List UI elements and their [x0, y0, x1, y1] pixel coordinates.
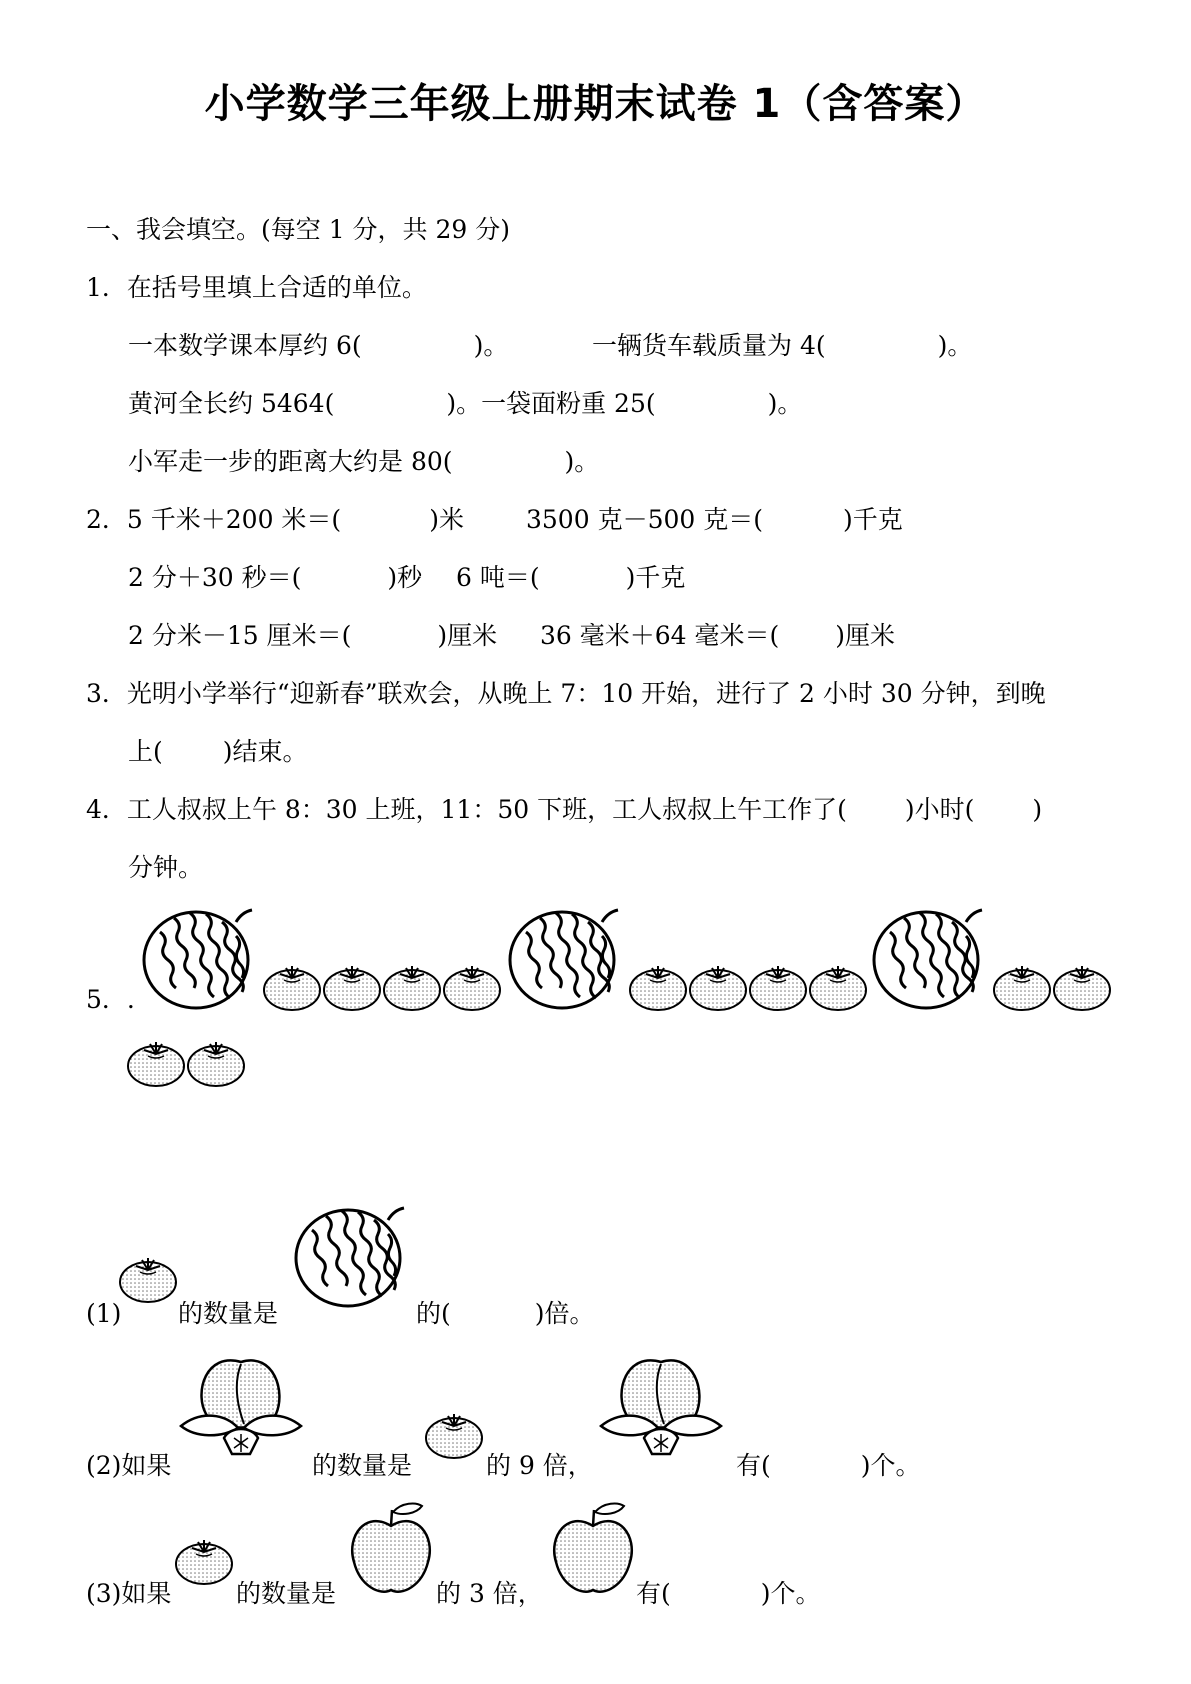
q1-b-text: 一辆货车载质量为 4( [592, 331, 826, 360]
question-number: 5． [86, 985, 127, 1014]
question-number: 3． [86, 679, 127, 708]
q5-2-blank-line [736, 1450, 921, 1482]
question-number: 1． [86, 273, 127, 302]
q3-text-3: )结束。 [222, 737, 308, 766]
q1-line-e [128, 446, 599, 478]
tomato-icon [126, 1038, 186, 1088]
q2-f-unit: )厘米 [835, 621, 896, 650]
watermelon-icon [140, 902, 260, 1012]
apple-icon [346, 1500, 436, 1600]
tomato-icon [382, 962, 442, 1012]
q2-line-d [456, 562, 685, 594]
tomato-icon [442, 962, 502, 1012]
q4-text-hours: )小时( [904, 795, 975, 824]
q5-1-text-2: 的( [416, 1299, 451, 1328]
q2-a-unit: )米 [429, 505, 464, 534]
q1-d-text: 一袋面粉重 25( [481, 389, 656, 418]
q5-3-text-3: 有( [636, 1579, 671, 1608]
q3-text-2: 上( [128, 737, 163, 766]
q2-d-text: 6 吨＝( [456, 563, 540, 592]
q2-b-unit: )千克 [843, 505, 903, 534]
peach-icon [596, 1352, 726, 1462]
tomato-icon [424, 1410, 484, 1460]
tomato-icon [688, 962, 748, 1012]
q5-1-text-3: )倍。 [534, 1299, 595, 1328]
q2-line-f [540, 620, 895, 652]
tomato-icon [186, 1038, 246, 1088]
q4-text: 工人叔叔上午 8：30 上班，11：50 下班，工人叔叔上午工作了( [126, 795, 847, 824]
q1-b-close: )。 [937, 331, 973, 360]
q5-3-text-2: 的 3 倍， [436, 1579, 543, 1608]
q4-text-minutes: 分钟。 [128, 853, 204, 882]
q1-e-text: 小军走一步的距离大约是 80( [128, 447, 453, 476]
q5-2-text: 的数量是 [312, 1451, 413, 1480]
question-number: 4． [86, 795, 127, 824]
q5-2-text-2: 的 9 倍， [486, 1451, 593, 1480]
watermelon-icon [292, 1200, 412, 1310]
q2-f-text: 36 毫米＋64 毫米＝( [540, 621, 780, 650]
q5-part-2: (2)如果 [86, 1451, 172, 1480]
q2-a-text: 5 千米＋200 米＝( [126, 505, 342, 534]
question-4 [86, 794, 1042, 826]
apple-icon [548, 1500, 638, 1600]
tomato-icon [118, 1254, 178, 1304]
q4-text-close: ) [1032, 795, 1043, 824]
question-2 [86, 504, 464, 536]
q5-1-label: (1) [86, 1299, 122, 1328]
q1-line-b [592, 330, 972, 362]
q2-c-unit: )秒 [387, 563, 423, 592]
q5-2-text-4: )个。 [860, 1451, 921, 1480]
q1-a-text: 一本数学课本厚约 6( [128, 331, 362, 360]
q1-c-close: )。 [446, 389, 482, 418]
q1-a-close: )。 [473, 331, 509, 360]
q2-c-text: 2 分＋30 秒＝( [128, 563, 302, 592]
q2-line-c [128, 562, 422, 594]
page-title: 小学数学三年级上册期末试卷 1（含答案） [204, 81, 987, 127]
q5-3-text-4: )个。 [760, 1579, 821, 1608]
question-3 [86, 678, 1046, 710]
q5-1-text: 的数量是 [178, 1299, 279, 1328]
q2-d-unit: )千克 [625, 563, 686, 592]
q5-part-1 [86, 1298, 121, 1330]
q3-line-2 [128, 736, 308, 768]
q2-e-text: 2 分米－15 厘米＝( [128, 621, 352, 650]
question-1 [86, 272, 427, 304]
q1-e-close: )。 [564, 447, 600, 476]
q1-line-a [128, 330, 508, 362]
q1-line-c [128, 388, 802, 420]
tomato-icon [808, 962, 868, 1012]
question-text: 在括号里填上合适的单位。 [126, 273, 427, 302]
section-heading: 一、我会填空。(每空 1 分，共 29 分) [86, 215, 511, 244]
question-number: 2． [86, 505, 127, 534]
tomato-icon [262, 962, 322, 1012]
q5-3-text: 的数量是 [236, 1579, 337, 1608]
tomato-icon [628, 962, 688, 1012]
tomato-icon [1052, 962, 1112, 1012]
q1-d-close: )。 [767, 389, 803, 418]
q2-b-text: 3500 克－500 克＝( [526, 505, 763, 534]
q2-line-b [526, 504, 903, 536]
q5-2-text-3: 有( [736, 1451, 771, 1480]
q2-e-unit: )厘米 [437, 621, 498, 650]
q3-text: 光明小学举行“迎新春”联欢会，从晚上 7：10 开始，进行了 2 小时 30 分钟，到晚 [126, 679, 1046, 708]
peach-icon [176, 1352, 306, 1462]
q2-line-e [128, 620, 497, 652]
q1-c-text: 黄河全长约 5464( [128, 389, 335, 418]
tomato-icon [322, 962, 382, 1012]
q5-1-blank-line [416, 1298, 595, 1330]
q5-part-3: (3)如果 [86, 1579, 172, 1608]
tomato-icon [748, 962, 808, 1012]
tomato-icon [174, 1536, 234, 1586]
watermelon-icon [506, 902, 626, 1012]
q4-line-2 [128, 852, 203, 884]
question-5 [86, 984, 135, 1016]
q5-dot: . [126, 985, 135, 1014]
watermelon-icon [870, 902, 990, 1012]
q5-3-blank-line [636, 1578, 821, 1610]
tomato-icon [992, 962, 1052, 1012]
